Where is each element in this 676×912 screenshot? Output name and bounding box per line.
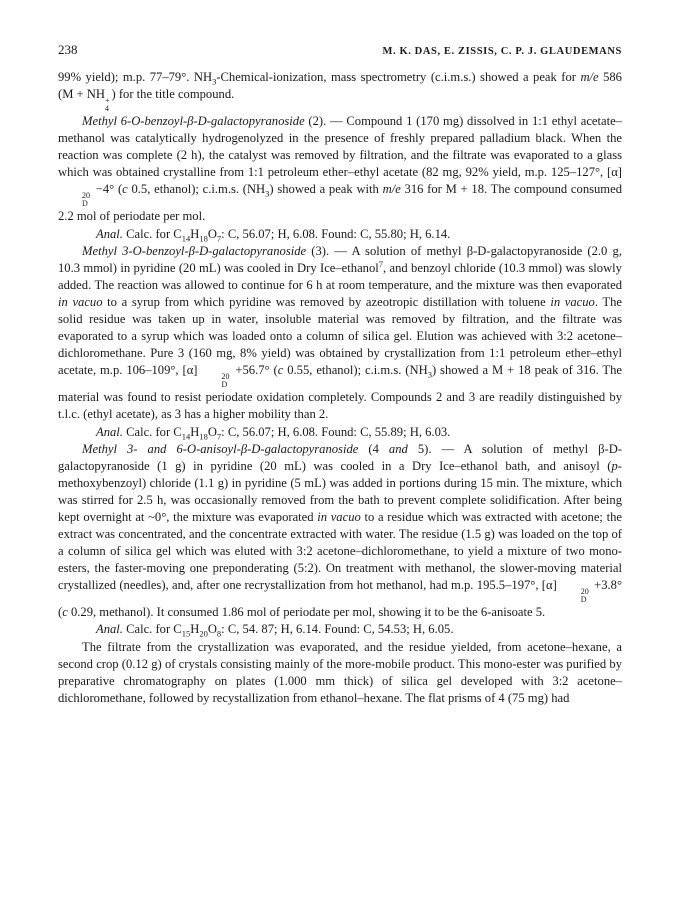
body-text <box>58 69 622 707</box>
analysis-line-1: Anal. Calc. for $C_{14}H_{18}O_7$: C, 56.07; H, 6.08. Found: C, 55.80; H, 6.14. <box>96 226 451 244</box>
analysis-line-3: Anal. Calc. for $C_{15}H_{20}O_8$: C, 54. 87; H, 6.14. Found: C, 54.53; H, 6.05. <box>96 622 454 639</box>
paragraph-compounds-4-5: Methyl 3- and 6-O-anisoyl-β-D-galactopyranoside (4 and 5). — A solution of methyl β-D-galactopyranoside (1 g) in pyridine (20 mL) was cooled in a Dry Ice–ethanol bath, and anisoyl (p-methoxybenzoyl) chloride (1.1 g) in pyridine (5 mL) was added in portions during 15 min. The mixture, which was stirred for 2.5 h, was occasionally removed from the bath to prevent complete solidification. After being kept overnight at ~0°, the mixture was evaporated in vacuo to a residue which was extracted with acetone; the extract was concentrated, and the concentrate extracted with water. The residue (1.5 g) was loaded on the top of a column of silica gel which was eluted with 3:2 acetone–dichloromethane, to yield a mixture of two mono-esters, the faster-moving one preponderating (5:2). On treatment with methanol, the slower-moving material crystallized (needles), and, after one recrystallization from hot methanol, had m.p. 195.5–197°, [α] 20 D +3.8° (c 0.29, methanol). It consumed 1.86 mol of periodate per mol, showing it to be the 6-anisoate 5. <box>58 441 623 620</box>
paragraph-filtrate: The filtrate from the crystallization was evaporated, and the residue yielded, from acetone–hexane, a second crop (0.12 g) of crystals consisting mainly of the more-mobile product. This mono-ester was purified by preparative chromatography on plates (1.000 mm thick) of silica gel developed with 3:2 acetone–dichloromethane, followed by recystallization from ethanol–hexane. The flat prisms of 4 (75 mg) had <box>58 639 622 705</box>
paper-page <box>58 42 622 707</box>
paragraph-1: 99% yield); m.p. 77–79°. $NH_3-Chemical$-ionization, mass spectrometry (c.i.m.s.) showed a peak for m/e 586 (M + NH + 4 ) for the title compound. <box>58 70 622 114</box>
page-number: 238 <box>58 42 78 57</box>
running-head-authors: M. K. DAS, E. ZISSIS, C. P. J. GLAUDEMANS <box>382 46 622 57</box>
compounds-4-5-title: Methyl 3- and 6-O-anisoyl-β-D-galactopyranoside <box>82 441 359 456</box>
paragraph-compound-2: Methyl 6-O-benzoyl-β-D-galactopyranoside (2). — Compound 1 (170 mg) dissolved in 1:1 ethyl acetate–methanol was catalytically hydrogenolyzed in the presence of freshly prepared palladium black. When the reaction was complete (2 h), the catalyst was removed by filtration, and the filtrate was evaporated to a glass which was obtained crystalline from 1:1 petroleum ether–ethyl acetate (82 mg, 92% yield, m.p. 125–127°, [α] 20 D −4° (c 0.5, ethanol); c.i.m.s. $(NH_3)$ showed a peak with m/e 316 for M + 18. The compound consumed 2.2 mol of periodate per mol. <box>58 114 622 224</box>
analysis-line-2: Anal. Calc. for $C_{14}H_{18}O_7$: C, 56.07; H, 6.08. Found: C, 55.89; H, 6.03. <box>96 424 451 442</box>
compound-3-title: Methyl 3-O-benzoyl-β-D-galactopyranoside <box>82 243 307 258</box>
running-header <box>58 42 622 58</box>
compound-2-title: Methyl 6-O-benzoyl-β-D-galactopyranoside <box>82 114 305 129</box>
paragraph-compound-3: Methyl 3-O-benzoyl-β-D-galactopyranoside (3). — A solution of methyl β-D-galactopyranoside (2.0 g, 10.3 mmol) in pyridine (20 mL) was cooled in Dry Ice–ethanol$^7$, and benzoyl chloride (10.3 mmol) was slowly added. The reaction was allowed to continue for 6 h at room temperature, and the mixture was then evaporated in vacuo to a syrup from which pyridine was removed by azeotropic distillation with toluene in vacuo. The solid residue was taken up in water, insoluble material was removed by filtration, and the filtrate was evaporated to a syrup which was loaded onto a column of silica gel. Elution was achieved with 3:2 acetone–dichloromethane. Pure 3 (160 mg, 8% yield) was obtained by crystallization from 1:1 petroleum ether–ethyl acetate, m.p. 106–109°, [α] 20 D +56.7° (c 0.55, ethanol); c.i.m.s. $(NH_3)$ showed a M + 18 peak of 316. The material was found to resist periodate oxidation completely. Compounds 2 and 3 are readily distinguished by t.l.c. (ethyl acetate), as 3 has a higher mobility than 2. <box>58 243 623 422</box>
